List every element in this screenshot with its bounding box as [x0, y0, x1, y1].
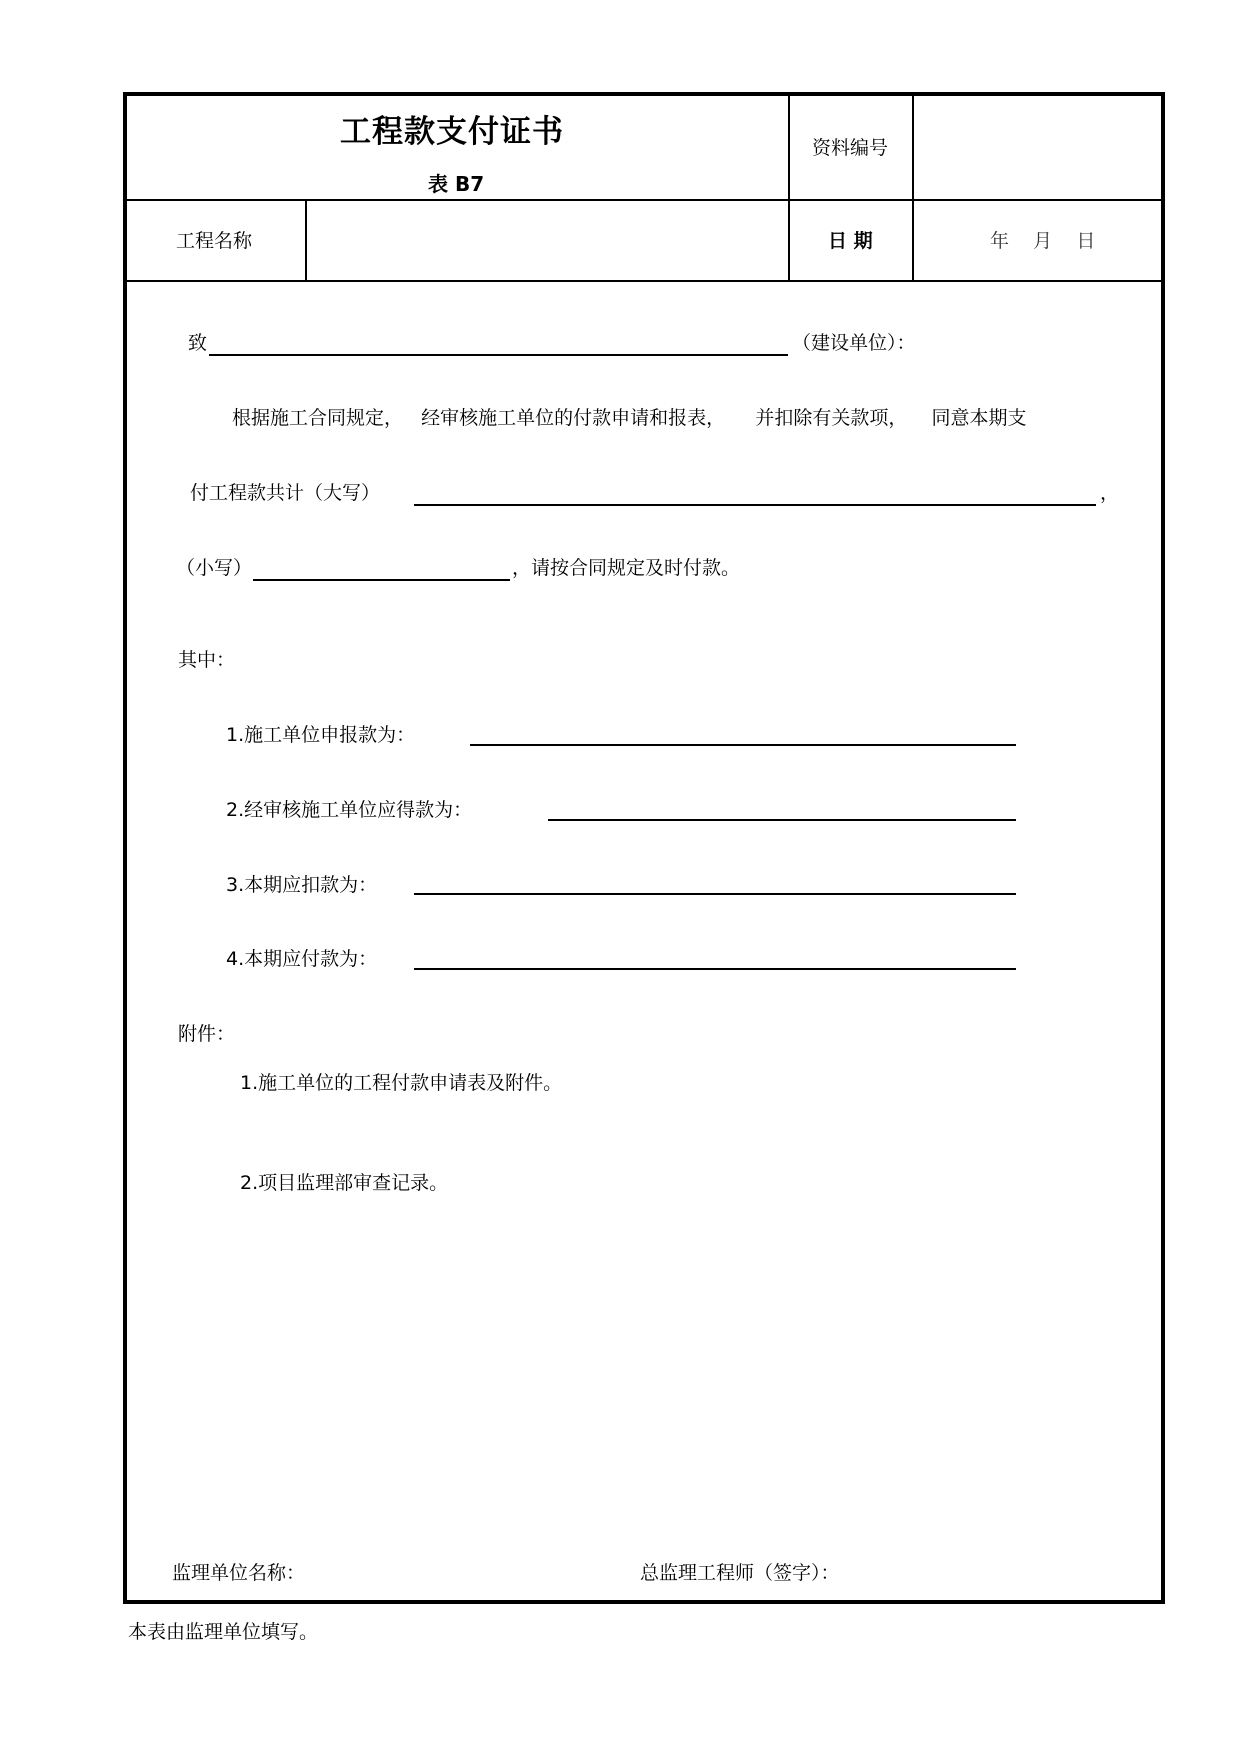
para3-prefix: （小写）	[176, 557, 253, 579]
para2-suffix: ，	[1100, 482, 1120, 504]
amount-lowercase-blank[interactable]	[253, 579, 510, 581]
project-name-field[interactable]	[320, 229, 770, 253]
item-4-blank[interactable]	[414, 968, 1016, 970]
attachments-label: 附件：	[178, 1023, 236, 1045]
item-2-blank[interactable]	[548, 819, 1016, 821]
item-3-label: 3.本期应扣款为：	[226, 874, 378, 896]
to-suffix: （建设单位）：	[792, 332, 916, 354]
col-divider-project	[305, 199, 307, 281]
item-3-blank[interactable]	[414, 893, 1016, 895]
col-divider-2	[912, 94, 914, 281]
form-title: 工程款支付证书	[340, 114, 564, 150]
project-name-label: 工程名称	[176, 230, 253, 252]
form-frame	[123, 92, 1165, 1604]
form-note: 本表由监理单位填写。	[128, 1621, 319, 1643]
form-subtitle: 表 B7	[428, 172, 485, 196]
doc-no-label: 资料编号	[812, 137, 889, 159]
para3-suffix: ，请按合同规定及时付款。	[512, 557, 741, 579]
to-blank[interactable]	[209, 354, 788, 356]
item-1-blank[interactable]	[470, 744, 1016, 746]
item-2-label: 2.经审核施工单位应得款为：	[226, 799, 473, 821]
to-prefix: 致	[188, 332, 208, 354]
item-4-label: 4.本期应付款为：	[226, 948, 378, 970]
amount-uppercase-blank[interactable]	[414, 504, 1096, 506]
date-field[interactable]: 年 月 日	[990, 230, 1096, 252]
para2-prefix: 付工程款共计（大写）	[190, 482, 381, 504]
attachment-2: 2.项目监理部审查记录。	[240, 1172, 449, 1194]
supervisor-unit-label: 监理单位名称：	[172, 1562, 306, 1584]
chief-engineer-label: 总监理工程师（签字）：	[640, 1562, 840, 1584]
date-label: 日 期	[828, 230, 873, 252]
item-1-label: 1.施工单位申报款为：	[226, 724, 416, 746]
doc-no-field[interactable]	[930, 136, 1150, 160]
header-divider	[125, 199, 1163, 201]
col-divider-1	[788, 94, 790, 281]
para1: 根据施工合同规定， 经审核施工单位的付款申请和报表， 并扣除有关款项， 同意本期支	[232, 407, 1027, 429]
among-label: 其中：	[178, 649, 236, 671]
attachment-1: 1.施工单位的工程付款申请表及附件。	[240, 1072, 563, 1094]
project-row-divider	[125, 280, 1163, 282]
